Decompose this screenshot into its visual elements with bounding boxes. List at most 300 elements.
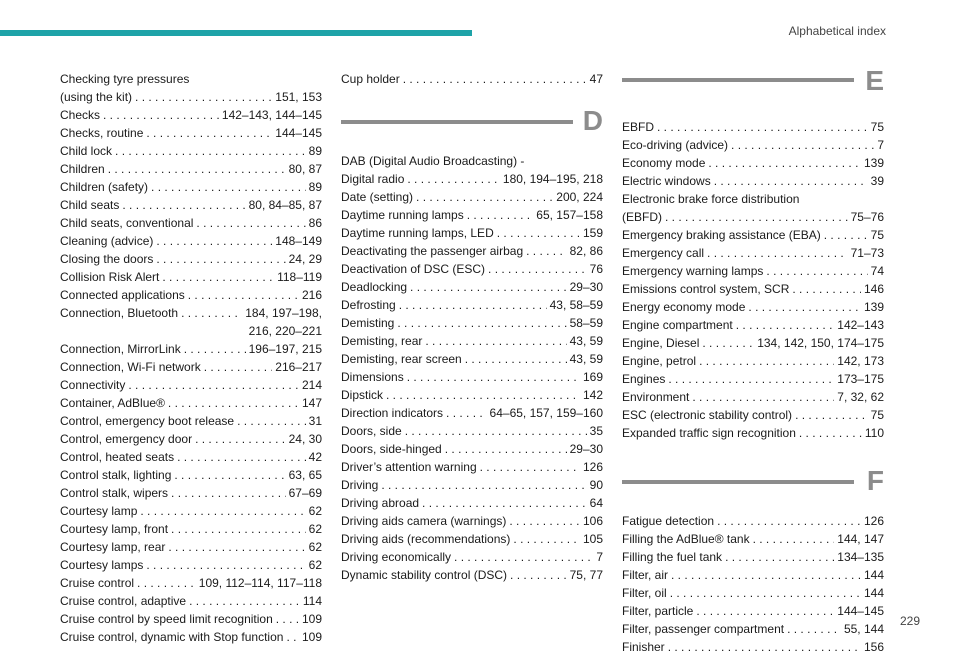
dot-leader <box>454 548 593 566</box>
index-term: Child seats, conventional <box>60 216 194 230</box>
index-entry <box>60 214 322 232</box>
dot-leader <box>668 370 834 388</box>
dot-leader <box>184 340 246 358</box>
index-list <box>60 106 322 304</box>
dot-leader <box>714 172 868 190</box>
dot-leader <box>196 214 305 232</box>
index-pages: 110 <box>864 426 884 440</box>
dot-leader <box>405 422 587 440</box>
index-pages: 147 <box>301 396 322 410</box>
dot-leader <box>276 610 299 628</box>
index-entry <box>60 538 322 556</box>
dot-leader <box>156 232 272 250</box>
index-entry <box>60 628 322 646</box>
index-pages: 67–69 <box>288 486 322 500</box>
index-term: Deactivating the passenger airbag <box>341 244 524 258</box>
dot-leader <box>665 208 848 226</box>
index-pages: 62 <box>308 558 322 572</box>
index-term: Cruise control by speed limit recognition <box>60 612 273 626</box>
index-pages: 64–65, 157, 159–160 <box>489 406 603 420</box>
index-pages: 55, 144 <box>843 622 884 636</box>
index-entry <box>622 316 884 334</box>
index-entry <box>341 278 603 296</box>
index-entry <box>341 404 603 422</box>
index-term: Filter, oil <box>622 586 667 600</box>
index-term: Cruise control, adaptive <box>60 594 187 608</box>
index-column-3 <box>622 65 884 656</box>
dot-leader <box>513 530 580 548</box>
index-pages: 144 <box>863 586 884 600</box>
dot-leader <box>162 268 274 286</box>
index-entry <box>60 394 322 412</box>
index-entry <box>60 178 322 196</box>
index-entry <box>60 160 322 178</box>
index-pages: 31 <box>308 414 322 428</box>
index-term: Daytime running lamps, LED <box>341 226 494 240</box>
index-term: Courtesy lamp <box>60 504 138 518</box>
index-column-1 <box>60 70 322 646</box>
index-entry <box>622 602 884 620</box>
index-pages: 89 <box>308 144 322 158</box>
dot-leader <box>671 566 861 584</box>
index-entry <box>341 332 603 350</box>
dot-leader <box>725 548 834 566</box>
index-term: Electric windows <box>622 174 711 188</box>
dot-leader <box>692 388 834 406</box>
index-entry <box>341 206 603 224</box>
index-pages: 80, 87 <box>288 162 322 176</box>
index-entry <box>341 70 603 88</box>
index-term: Driving aids (recommendations) <box>341 532 511 546</box>
page-header-title: Alphabetical index <box>788 24 886 38</box>
section-heading-f <box>622 464 884 506</box>
index-term: Date (setting) <box>341 190 414 204</box>
index-entry <box>341 188 603 206</box>
dot-leader <box>171 484 286 502</box>
index-pages: 75 <box>870 120 884 134</box>
dot-leader <box>702 334 754 352</box>
index-term: Control stalk, lighting <box>60 468 172 482</box>
page-number: 229 <box>899 614 920 628</box>
dot-leader <box>510 566 567 584</box>
index-term: Environment <box>622 390 690 404</box>
index-pages: 214 <box>301 378 322 392</box>
index-entry <box>341 314 603 332</box>
index-entry <box>60 484 322 502</box>
index-entry <box>341 494 603 512</box>
index-term: Connectivity <box>60 378 126 392</box>
index-pages: 35 <box>589 424 603 438</box>
index-entry <box>622 280 884 298</box>
index-term: Emergency warning lamps <box>622 264 764 278</box>
index-term: Engines <box>622 372 666 386</box>
index-pages: 24, 29 <box>288 252 322 266</box>
dot-leader <box>480 458 580 476</box>
index-term: Demisting, rear <box>341 334 423 348</box>
dot-leader <box>386 386 580 404</box>
index-term: Connection, Wi-Fi network <box>60 360 201 374</box>
index-term: Checks <box>60 108 101 122</box>
index-entry <box>60 412 322 430</box>
index-entry <box>60 376 322 394</box>
index-pages: 144–145 <box>837 604 884 618</box>
dot-leader <box>174 466 285 484</box>
index-term: Filling the AdBlue® tank <box>622 532 750 546</box>
index-term: Emergency braking assistance (EBA) <box>622 228 821 242</box>
index-entry <box>60 448 322 466</box>
index-pages: 76 <box>589 262 603 276</box>
index-term: Energy economy mode <box>622 300 746 314</box>
index-term: Courtesy lamp, front <box>60 522 169 536</box>
index-term: Defrosting <box>341 298 396 312</box>
index-entry <box>341 566 603 584</box>
index-list <box>622 512 884 656</box>
index-term: Expanded traffic sign recognition <box>622 426 796 440</box>
index-pages: 90 <box>589 478 603 492</box>
index-pages: 142, 173 <box>837 354 884 368</box>
index-pages: 151, 153 <box>275 90 322 104</box>
index-list <box>622 226 884 442</box>
index-pages: 148–149 <box>275 234 322 248</box>
dot-leader <box>171 520 306 538</box>
index-term: Finisher <box>622 640 665 654</box>
index-pages: 169 <box>582 370 603 384</box>
index-entry <box>60 358 322 376</box>
index-pages: 142–143, 144–145 <box>221 108 322 122</box>
dot-leader <box>824 226 868 244</box>
index-pages: 86 <box>308 216 322 230</box>
index-column-2 <box>341 70 603 584</box>
index-term: Cleaning (advice) <box>60 234 154 248</box>
dot-leader <box>177 448 306 466</box>
dot-leader <box>799 424 862 442</box>
dot-leader <box>137 574 196 592</box>
index-entry <box>60 592 322 610</box>
dot-leader <box>146 124 272 142</box>
index-entry <box>341 260 603 278</box>
index-pages: 126 <box>582 460 603 474</box>
index-entry <box>622 262 884 280</box>
index-term: Collision Risk Alert <box>60 270 160 284</box>
index-pages: 118–119 <box>277 270 322 284</box>
dot-leader <box>422 494 587 512</box>
dot-leader <box>717 512 861 530</box>
index-term: Dimensions <box>341 370 404 384</box>
index-entry-line: Electronic brake force distribution <box>622 192 800 206</box>
index-pages: 139 <box>863 156 884 170</box>
index-entry <box>60 610 322 628</box>
index-entry <box>622 298 884 316</box>
index-entry <box>622 566 884 584</box>
index-pages: 146 <box>863 282 884 296</box>
dot-leader <box>509 512 580 530</box>
dot-leader <box>465 350 567 368</box>
dot-leader <box>497 224 580 242</box>
index-pages: 43, 59 <box>569 334 603 348</box>
index-entry <box>341 476 603 494</box>
index-pages: 144 <box>863 568 884 582</box>
index-term: Control stalk, wipers <box>60 486 169 500</box>
section-letter: F <box>866 465 884 496</box>
index-term: Filter, passenger compartment <box>622 622 785 636</box>
index-entry <box>341 458 603 476</box>
section-heading-d <box>341 104 603 146</box>
dot-leader <box>103 106 219 124</box>
index-entry <box>341 440 603 458</box>
index-term: Courtesy lamp, rear <box>60 540 166 554</box>
index-entry <box>60 340 322 358</box>
index-pages: 142–143 <box>837 318 884 332</box>
index-pages: 109 <box>301 630 322 644</box>
index-list <box>341 188 603 584</box>
index-pages: 75 <box>870 228 884 242</box>
index-term: Control, emergency door <box>60 432 193 446</box>
dot-leader <box>708 154 861 172</box>
index-pages: 7 <box>877 138 884 152</box>
index-list <box>60 340 322 646</box>
index-term: Emergency call <box>622 246 705 260</box>
index-term: Container, AdBlue® <box>60 396 165 410</box>
index-term: Courtesy lamps <box>60 558 144 572</box>
index-pages: 82, 86 <box>569 244 603 258</box>
index-entry <box>60 502 322 520</box>
index-entry <box>60 196 322 214</box>
index-pages: 43, 59 <box>569 352 603 366</box>
index-pages: 184, 197–198, <box>245 306 322 320</box>
index-term: Economy mode <box>622 156 706 170</box>
index-pages: 80, 84–85, 87 <box>248 198 322 212</box>
index-pages: 109, 112–114, 117–118 <box>198 576 322 590</box>
index-pages: 7, 32, 62 <box>837 390 884 404</box>
dot-leader <box>195 430 286 448</box>
index-term: Doors, side-hinged <box>341 442 442 456</box>
index-entry <box>622 172 884 190</box>
index-list <box>622 118 884 190</box>
dot-leader <box>731 136 874 154</box>
index-entry-line: DAB (Digital Audio Broadcasting) - <box>341 154 525 168</box>
dot-leader <box>237 412 306 430</box>
dot-leader <box>399 296 547 314</box>
section-rule <box>622 480 854 484</box>
dot-leader <box>753 530 835 548</box>
index-entry <box>60 520 322 538</box>
index-pages: 216 <box>301 288 322 302</box>
dot-leader <box>108 160 286 178</box>
index-term: Engine, Diesel <box>622 336 700 350</box>
index-entry <box>622 512 884 530</box>
section-letter: D <box>582 105 603 136</box>
index-pages: 75 <box>870 408 884 422</box>
index-entry <box>622 620 884 638</box>
index-entry <box>341 242 603 260</box>
index-entry <box>60 574 322 592</box>
index-term: Control, emergency boot release <box>60 414 235 428</box>
index-term: Demisting, rear screen <box>341 352 462 366</box>
index-term: Checks, routine <box>60 126 144 140</box>
index-term: Driving abroad <box>341 496 420 510</box>
dot-leader <box>696 602 834 620</box>
dot-leader <box>445 440 567 458</box>
dot-leader <box>787 620 841 638</box>
index-pages: 29–30 <box>569 280 603 294</box>
index-term: Deadlocking <box>341 280 408 294</box>
index-pages: 134–135 <box>837 550 884 564</box>
index-term: Deactivation of DSC (ESC) <box>341 262 486 276</box>
index-entry <box>622 406 884 424</box>
index-pages: 126 <box>863 514 884 528</box>
index-entry <box>341 512 603 530</box>
index-entry <box>622 548 884 566</box>
index-entry <box>341 386 603 404</box>
dot-leader <box>526 242 567 260</box>
index-term: Eco-driving (advice) <box>622 138 729 152</box>
dot-leader <box>446 404 487 422</box>
index-pages: 58–59 <box>569 316 603 330</box>
index-term: Filling the fuel tank <box>622 550 723 564</box>
index-entry <box>622 370 884 388</box>
section-rule <box>341 120 573 124</box>
dot-leader <box>748 298 861 316</box>
index-term: Doors, side <box>341 424 402 438</box>
index-pages: 39 <box>870 174 884 188</box>
index-term: Filter, particle <box>622 604 694 618</box>
index-entry <box>341 548 603 566</box>
index-pages: 62 <box>308 504 322 518</box>
index-entry <box>622 136 884 154</box>
header-accent-bar <box>0 30 472 36</box>
index-pages: 173–175 <box>837 372 884 386</box>
index-pages: 64 <box>589 496 603 510</box>
index-pages: 105 <box>582 532 603 546</box>
index-entry <box>622 334 884 352</box>
dot-leader <box>397 314 566 332</box>
index-entry <box>60 304 322 322</box>
dot-leader <box>467 206 534 224</box>
index-entry <box>60 430 322 448</box>
index-entry <box>60 142 322 160</box>
dot-leader <box>416 188 553 206</box>
index-entry <box>622 584 884 602</box>
index-term: Control, heated seats <box>60 450 175 464</box>
index-pages: 89 <box>308 180 322 194</box>
index-entry <box>622 530 884 548</box>
index-entry <box>622 208 884 226</box>
index-term: Engine compartment <box>622 318 733 332</box>
index-term: Cruise control, dynamic with Stop function <box>60 630 284 644</box>
index-pages: 43, 58–59 <box>549 298 603 312</box>
index-term: Connection, Bluetooth <box>60 306 179 320</box>
index-term: ESC (electronic stability control) <box>622 408 793 422</box>
dot-leader <box>168 538 305 556</box>
index-term: Filter, air <box>622 568 669 582</box>
index-entry <box>60 556 322 574</box>
index-entry <box>341 350 603 368</box>
index-pages: 144, 147 <box>837 532 884 546</box>
dot-leader <box>792 280 861 298</box>
index-pages: 65, 157–158 <box>536 208 603 222</box>
index-term: Closing the doors <box>60 252 154 266</box>
index-pages: 62 <box>308 540 322 554</box>
dot-leader <box>670 584 861 602</box>
index-term: EBFD <box>622 120 655 134</box>
index-pages: 47 <box>589 72 603 86</box>
index-term: Driving economically <box>341 550 452 564</box>
index-pages: 62 <box>308 522 322 536</box>
dot-leader <box>115 142 306 160</box>
dot-leader <box>204 358 273 376</box>
index-term: Cruise control <box>60 576 135 590</box>
index-term: Child seats <box>60 198 120 212</box>
index-term: (EBFD) <box>622 210 662 224</box>
index-term: Cup holder <box>341 72 400 86</box>
index-pages: 74 <box>870 264 884 278</box>
index-entry <box>60 124 322 142</box>
index-pages: 29–30 <box>569 442 603 456</box>
index-pages: 106 <box>582 514 603 528</box>
index-pages: 75–76 <box>850 210 884 224</box>
index-term: Direction indicators <box>341 406 444 420</box>
dot-leader <box>188 286 299 304</box>
index-term: Connected applications <box>60 288 185 302</box>
dot-leader <box>128 376 299 394</box>
dot-leader <box>286 628 299 646</box>
dot-leader <box>707 244 848 262</box>
index-pages: 144–145 <box>275 126 322 140</box>
index-pages: 63, 65 <box>288 468 322 482</box>
index-pages: 134, 142, 150, 174–175 <box>757 336 884 350</box>
dot-leader <box>181 304 242 322</box>
index-entry <box>60 88 322 106</box>
index-term: Demisting <box>341 316 395 330</box>
section-letter: E <box>865 65 884 96</box>
dot-leader <box>488 260 587 278</box>
index-entry <box>341 530 603 548</box>
index-term: Connection, MirrorLink <box>60 342 181 356</box>
index-term: Fatigue detection <box>622 514 715 528</box>
dot-leader <box>135 88 272 106</box>
index-entry <box>60 106 322 124</box>
dot-leader <box>410 278 567 296</box>
dot-leader <box>381 476 586 494</box>
dot-leader <box>657 118 868 136</box>
index-entry <box>622 388 884 406</box>
dot-leader <box>795 406 868 424</box>
dot-leader <box>156 250 285 268</box>
index-term: Driving aids camera (warnings) <box>341 514 507 528</box>
index-term: Daytime running lamps <box>341 208 464 222</box>
index-entry <box>622 244 884 262</box>
index-pages: 200, 224 <box>556 190 603 204</box>
dot-leader <box>146 556 305 574</box>
index-pages: 156 <box>863 640 884 654</box>
index-pages: 75, 77 <box>569 568 603 582</box>
index-term: Digital radio <box>341 172 405 186</box>
index-pages: 139 <box>863 300 884 314</box>
index-entry <box>622 638 884 656</box>
index-pages: 159 <box>582 226 603 240</box>
index-entry <box>622 154 884 172</box>
section-rule <box>622 78 854 82</box>
dot-leader <box>736 316 835 334</box>
index-pages: 42 <box>308 450 322 464</box>
index-pages: 71–73 <box>850 246 884 260</box>
index-term: Driving <box>341 478 379 492</box>
dot-leader <box>168 394 299 412</box>
index-entry <box>60 466 322 484</box>
index-term: Child lock <box>60 144 113 158</box>
index-pages-continued: 216, 220–221 <box>248 324 322 338</box>
dot-leader <box>189 592 300 610</box>
